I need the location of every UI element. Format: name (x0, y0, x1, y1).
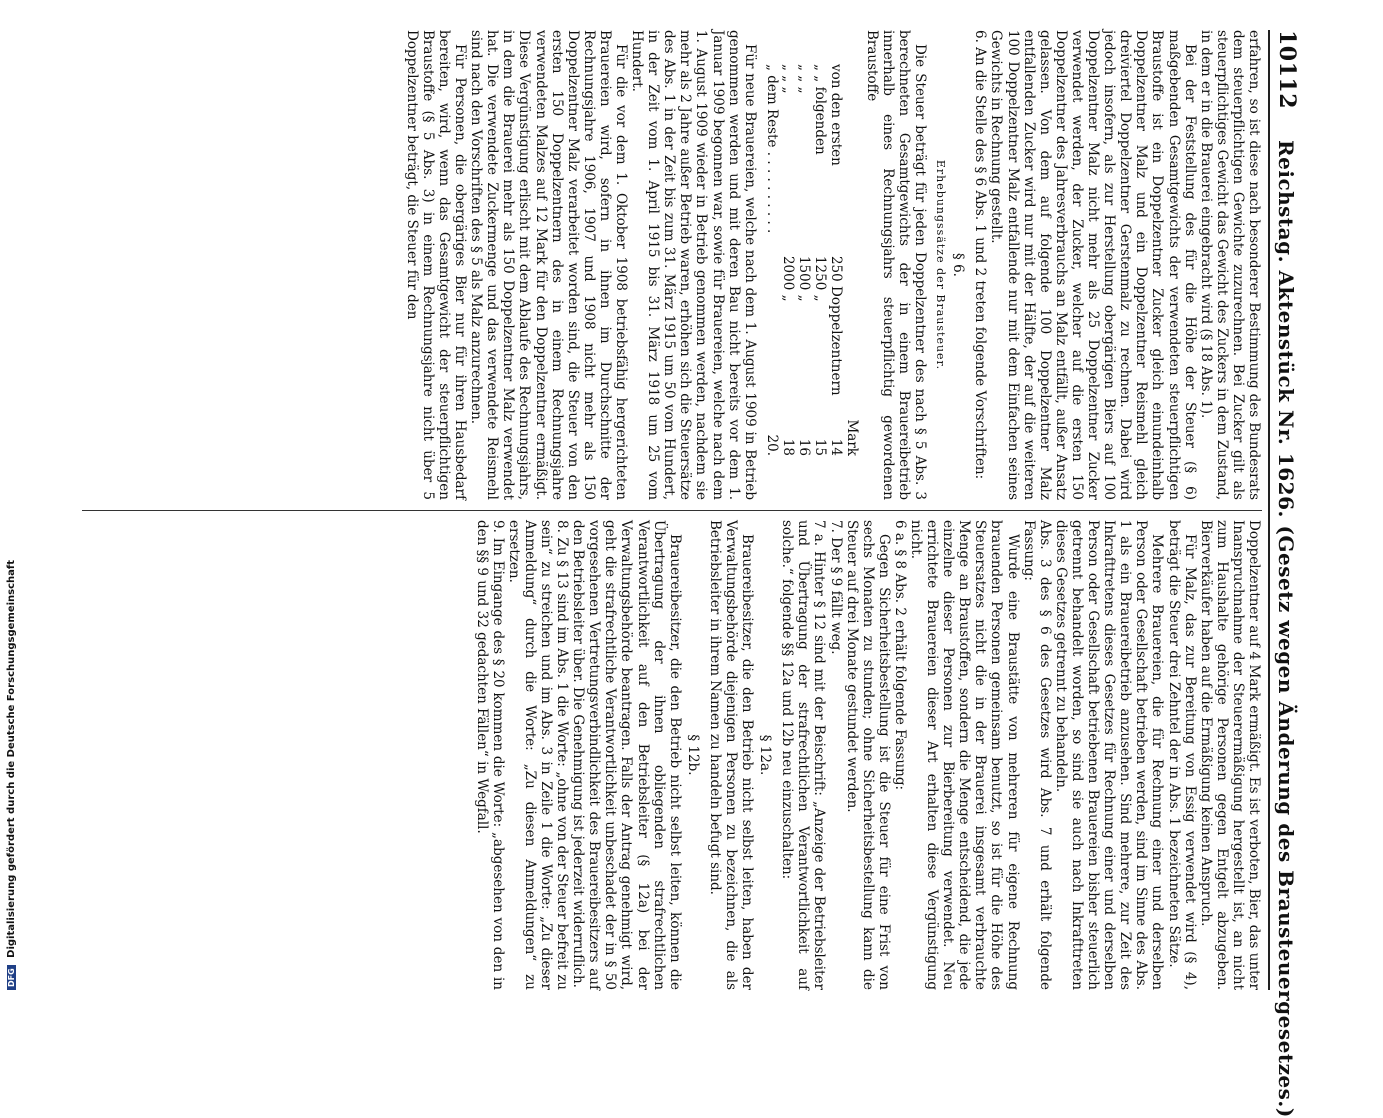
table-row (812, 60, 828, 460)
list-item: 6 a. § 8 Abs. 2 erhält folgende Fassung: (891, 520, 908, 791)
paragraph: Gegen Sicherheitsbestellung ist die Steuer für eine Frist von sechs Monaten zu stunden; ohne Sicherheitsbestellung kann die Steuer auf drei Monate gestundet werden. (843, 520, 892, 990)
table-row (828, 60, 844, 460)
rotated-text-block (60, 30, 1300, 1118)
rate-quantity: 1500 „ (795, 255, 812, 302)
footer-text: Digitalisierung gefördert durch die Deutsche Forschungsgemeinschaft (6, 559, 17, 958)
section-title: § 12b. (684, 734, 701, 776)
rate-mark: 16 (795, 438, 812, 456)
paragraph: Doppelzentner auf 4 Mark ermäßigt. Es ist verboten, Bier, das unter Inanspruchnahme der Steuerermäßigung hergestellt ist, an nicht zum Haushalte gehörige Personen gegen Entgelt abzugeben. Bierverkäufer haben auf die Ermäßigung keinen Anspruch. (1197, 520, 1262, 990)
list-item: 7 a. Hinter § 12 sind mit der Beischrift: „Anzeige der Betriebsleiter und Übertragung der strafrechtlichen Verantwortlichkeit auf solche.“ folgende §§ 12a und 12b neu einzuschalten: (779, 520, 828, 990)
section-title: § 6. (950, 253, 967, 277)
table-header-row (844, 60, 860, 460)
page-number: 10112 (1274, 30, 1300, 110)
table-row (764, 60, 780, 460)
paragraph: Abs. 3 des § 6 des Gesetzes wird Abs. 7 und erhält folgende Fassung: (1020, 520, 1053, 990)
rate-prefix: „ dem Reste . . . . . . . . . . (763, 64, 780, 234)
rate-prefix: „ „ „ (779, 64, 796, 94)
paragraph: erfahren, so ist diese nach besonderer Bestimmung des Bundesrats dem steuerpflichtigen Gewichte zuzurechnen. Bei Zucker gilt als steuerpflichtiges Gewicht das Gewicht des Zuckers in dem Zustand, in dem er in die Brauerei eingebracht wird (§ 18 Abs. 1). (1197, 30, 1262, 500)
rate-quantity: 250 Doppelzentnern (827, 255, 844, 396)
paragraph: Für die vor dem 1. Oktober 1908 betriebsfähig hergerichteten Brauereien wird, sofern in ihnen im Durchschnitte der Rechnungsjahre 1906, 1907 und 1908 nicht mehr als 150 Doppelzentner Malz verarbeitet worden sind, die Steuer von den ersten 150 Doppelzentnern des in einem Rechnungsjahre verwendeten Malzes auf 12 Mark für den Doppelzentner ermäßigt. Diese Vergünstigung erlischt mit dem Ablaufe des Rechnungsjahrs, in dem die Brauerei mehr als 150 Doppelzentner Malz verwendet hat. Die verwendete Zuckermenge und das verwendete Reismehl sind nach den Vorschriften des § 5 als Malz anzurechnen. (468, 30, 629, 500)
paragraph: Wurde eine Braustätte von mehreren für eigene Rechnung brauenden Personen gemeinsam benutzt, so ist für die Höhe des Steuersatzes nicht die in der Brauerei insgesamt verbrauchte Menge an Braustoffen, sondern die Menge entscheidend, die jede einzelne dieser Personen zur Bierbereitung verwendet. Neu errichtete Brauereien dieser Art erhalten diese Vergünstigung nicht. (908, 520, 1021, 990)
rate-quantity: 2000 „ (779, 255, 796, 302)
header-rule (1268, 30, 1270, 990)
paragraph: Für Personen, die obergäriges Bier nur für ihren Hausbedarf bereiten, wird, wenn das Gesamtgewicht der steuerpflichtigen Braustoffe (§ 5 Abs. 3) in einem Rechnungsjahre nicht über 5 Doppelzentner beträgt, die Steuer für den (403, 30, 469, 500)
paragraph: Brauereibesitzer, die den Betrieb nicht selbst leiten, haben der Verwaltungsbehörde diejenigen Personen zu bezeichnen, die als Betriebsleiter in ihrem Namen zu handeln befugt sind. (706, 520, 756, 990)
rate-prefix: „ „ „ (795, 64, 812, 94)
running-title: Reichstag. Aktenstück Nr. 1626. (Gesetz wegen Änderung des Brausteuergesetzes.) (1274, 140, 1298, 1118)
paragraph: Die Steuer beträgt für jeden Doppelzentner des nach § 5 Abs. 3 berechneten Gesamtgewichts der in einem Brauereibetrieb innerhalb eines Rechnungsjahrs steuerpflichtig gewordenen Braustoffe (863, 30, 929, 500)
paragraph: Mehrere Brauereien, die für Rechnung einer und derselben Person oder Gesellschaft betrieben werden, sind im Sinne des Abs. 1 als ein Brauereibetrieb anzusehen. Sind mehrere, zur Zeit des Inkrafttretens dieses Gesetzes für Rechnung einer und derselben Person oder Gesellschaft betriebenen Brauereien bisher steuerlich getrennt behandelt worden, so sind sie auch nach Inkrafttreten dieses Gesetzes getrennt zu behandeln. (1052, 520, 1166, 990)
column-divider (82, 510, 1262, 511)
right-column (474, 520, 1263, 990)
list-item: 7. Der § 9 fällt weg. (827, 520, 844, 655)
dfg-logo-icon: DFG (7, 965, 16, 990)
paragraph: Für neue Brauereien, welche nach dem 1. August 1909 in Betrieb genommen werden und mit deren Bau nicht bereits vor dem 1. Januar 1909 begonnen war, sowie für Brauereien, welche nach dem 1. August 1909 wieder in Betrieb genommen werden, nachdem sie mehr als 2 Jahre außer Betrieb waren, erhöhen sich die Steuersätze des Abs. 1 in der Zeit bis zum 31. März 1915 um 50 vom Hundert, in der Zeit vom 1. April 1915 bis 31. März 1918 um 25 vom Hundert. (629, 30, 758, 500)
rate-prefix: „ „ folgenden (811, 64, 828, 155)
paragraph: Für Malz, das zur Bereitung von Essig verwendet wird (§ 4), beträgt die Steuer drei Zehntel der in Abs. 1 bezeichneten Sätze. (1165, 520, 1198, 990)
rate-mark: 14 (827, 438, 844, 456)
left-column (404, 30, 1262, 500)
table-row (796, 60, 812, 460)
list-item: 8. Zu § 13 sind im Abs. 1 die Worte: „ohne von der Steuer befreit zu sein“ zu streichen und im Abs. 3 in Zeile 1 die Worte: „Zu dieser Anmeldung“ durch die Worte: „Zu diesen Anmeldungen“ zu ersetzen. (505, 520, 571, 990)
rate-mark: 15 (811, 438, 828, 456)
section-title: § 12a. (757, 734, 774, 776)
rate-mark: 20. (763, 434, 780, 456)
paragraph: Brauereibesitzer, die den Betrieb nicht selbst leiten, können die Übertragung der ihnen obliegenden strafrechtlichen Verantwortlichkeit auf den Betriebsleiter (§ 12a) bei der Verwaltungsbehörde beantragen. Falls der Antrag genehmigt wird, geht die strafrechtliche Verantwortlichkeit unbeschadet der in § 50 vorgesehenen Vertretungsverbindlichkeit des Brauereibesitzers auf den Betriebsleiter über. Die Genehmigung ist jederzeit widerruflich. (570, 520, 683, 990)
rate-quantity: 1250 „ (811, 255, 828, 302)
table-row (780, 60, 796, 460)
list-item: 9. Im Eingange des § 20 kommen die Worte: „abgesehen von den in den §§ 9 und 32 gedachten Fällen“ in Wegfall. (473, 520, 506, 990)
tax-rate-table (764, 60, 860, 460)
rate-quantity (764, 252, 780, 412)
list-item: 6. An die Stelle des § 6 Abs. 1 und 2 treten folgende Vorschriften: (972, 30, 989, 480)
rate-mark: 18 (779, 438, 796, 456)
section-subtitle: Erhebungssätze der Brausteuer. (934, 159, 948, 371)
page-header (1272, 30, 1300, 1118)
paragraph: Bei der Feststellung des für die Höhe der Steuer (§ 6) maßgebenden Gesamtgewichts der verwendeten steuerpflichtigen Braustoffe ist ein Doppelzentner Zucker gleich einundeinhalb Doppelzentner Malz und ein Doppelzentner Reismehl gleich dreiviertel Doppelzentner Gerstenmalz zu rechnen. Dabei wird jedoch insofern, als zur Herstellung obergärigen Biers auf 100 Doppelzentner Malz nicht mehr als 25 Doppelzentner Zucker verwendet werden, der Zucker, welcher auf die ersten 150 Doppelzentner des Jahresverbrauchs an Malz entfällt, außer Ansatz gelassen. Von dem auf folgende 100 Doppelzentner Malz entfallenden Zucker wird nur mit der Hälfte, der auf die weiteren 100 Doppelzentner Malz entfallende nur mit dem Einfachen seines Gewichts in Rechnung gestellt. (988, 30, 1198, 500)
unit-header: Mark (843, 419, 860, 456)
rate-prefix: von den ersten (827, 64, 844, 166)
